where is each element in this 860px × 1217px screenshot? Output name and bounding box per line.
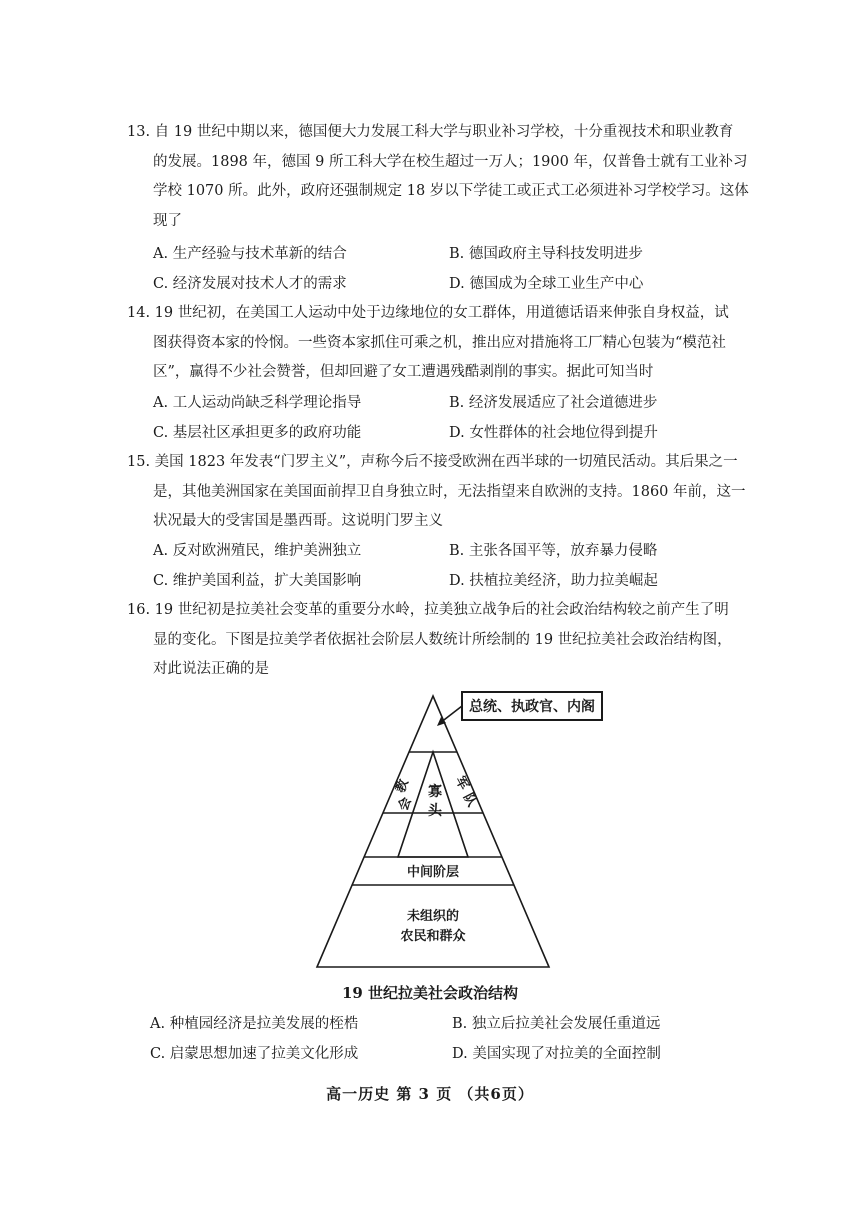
masses-label-2: 农民和群众: [400, 929, 466, 944]
question-15-line: 是，其他美洲国家在美国面前捍卫自身独立时，无法指望来自欧洲的支持。1860 年前，这一: [153, 483, 746, 500]
page-footer: 高一历史 第 3 页 （共6页）: [326, 1085, 534, 1103]
question-16-line: 对此说法正确的是: [153, 661, 269, 677]
question-14-line: 14. 19 世纪初，在美国工人运动中处于边缘地位的女工群体，用道德话语来伸张自身权益，试: [127, 305, 729, 321]
question-15: [127, 448, 777, 537]
option-d[interactable]: D. 美国实现了对拉美的全面控制: [452, 1045, 661, 1062]
army-label-1: 军: [451, 773, 472, 793]
question-16-line: 16. 19 世纪初是拉美社会变革的重要分水岭，拉美独立战争后的社会政治结构较之前产生了明: [127, 602, 729, 618]
option-c[interactable]: C. 启蒙思想加速了拉美文化形成: [150, 1045, 359, 1062]
question-16-line: 显的变化。下图是拉美学者依据社会阶层人数统计所绘制的 19 世纪拉美社会政治结构图，: [153, 631, 732, 648]
question-15-line: 15. 美国 1823 年发表“门罗主义”，声称今后不接受欧洲在西半球的一切殖民活动。其后果之一: [127, 454, 738, 470]
question-14-options: [153, 389, 773, 448]
question-13-options: [153, 240, 773, 299]
diagram-caption: 19 世纪拉美社会政治结构: [341, 984, 519, 1002]
question-14-line: 图获得资本家的怜悯。一些资本家抓住可乘之机，推出应对措施将工厂精心包装为“模范社: [153, 334, 726, 351]
army-label-2: 队: [459, 790, 480, 810]
church-label-2: 会: [396, 795, 415, 814]
top-label: 总统、执政官、内阁: [469, 699, 595, 715]
option-d[interactable]: D. 女性群体的社会地位得到提升: [449, 424, 658, 441]
option-b[interactable]: B. 主张各国平等，放弃暴力侵略: [449, 543, 658, 559]
middle-class-label: 中间阶层: [406, 865, 460, 880]
option-a[interactable]: A. 工人运动尚缺乏科学理论指导: [153, 395, 362, 411]
option-b[interactable]: B. 经济发展适应了社会道德进步: [449, 395, 658, 411]
option-d[interactable]: D. 德国成为全球工业生产中心: [449, 275, 644, 292]
caudillo-label-2: 头: [428, 803, 442, 819]
question-15-options: [153, 537, 773, 596]
question-13-line: 学校 1070 所。此外，政府还强制规定 18 岁以下学徒工或正式工必须进补习学校学习。这体: [153, 183, 749, 199]
option-a[interactable]: A. 反对欧洲殖民，维护美洲独立: [153, 543, 362, 559]
option-c[interactable]: C. 基层社区承担更多的政府功能: [153, 424, 362, 441]
question-15-line: 状况最大的受害国是墨西哥。这说明门罗主义: [153, 513, 443, 529]
question-13-line: 的发展。1898 年，德国 9 所工科大学在校生超过一万人；1900 年，仅普鲁士就有工业补习: [153, 153, 748, 170]
question-16-options: [150, 1010, 770, 1069]
option-a[interactable]: A. 种植园经济是拉美发展的桎梏: [150, 1016, 359, 1032]
pyramid-outline: [317, 696, 549, 967]
option-a[interactable]: A. 生产经验与技术革新的结合: [153, 246, 347, 262]
church-label-1: 教: [393, 777, 412, 796]
question-16: [127, 596, 777, 685]
question-14-line: 区”，赢得不少社会赞誉，但却回避了女工遭遇残酷剥削的事实。据此可知当时: [153, 364, 654, 380]
question-14: [127, 299, 777, 388]
social-structure-pyramid: [0, 682, 860, 972]
question-13: [127, 118, 777, 236]
question-13-line: 13. 自 19 世纪中期以来，德国便大力发展工科大学与职业补习学校，十分重视技术和职业教育: [127, 124, 734, 140]
question-13-line: 现了: [153, 212, 182, 229]
option-d[interactable]: D. 扶植拉美经济，助力拉美崛起: [449, 572, 658, 589]
caudillo-label-1: 寡: [428, 784, 442, 800]
option-b[interactable]: B. 德国政府主导科技发明进步: [449, 246, 643, 262]
option-c[interactable]: C. 经济发展对技术人才的需求: [153, 275, 347, 292]
option-b[interactable]: B. 独立后拉美社会发展任重道远: [452, 1016, 661, 1032]
option-c[interactable]: C. 维护美国利益，扩大美国影响: [153, 572, 362, 589]
masses-label-1: 未组织的: [406, 909, 460, 924]
